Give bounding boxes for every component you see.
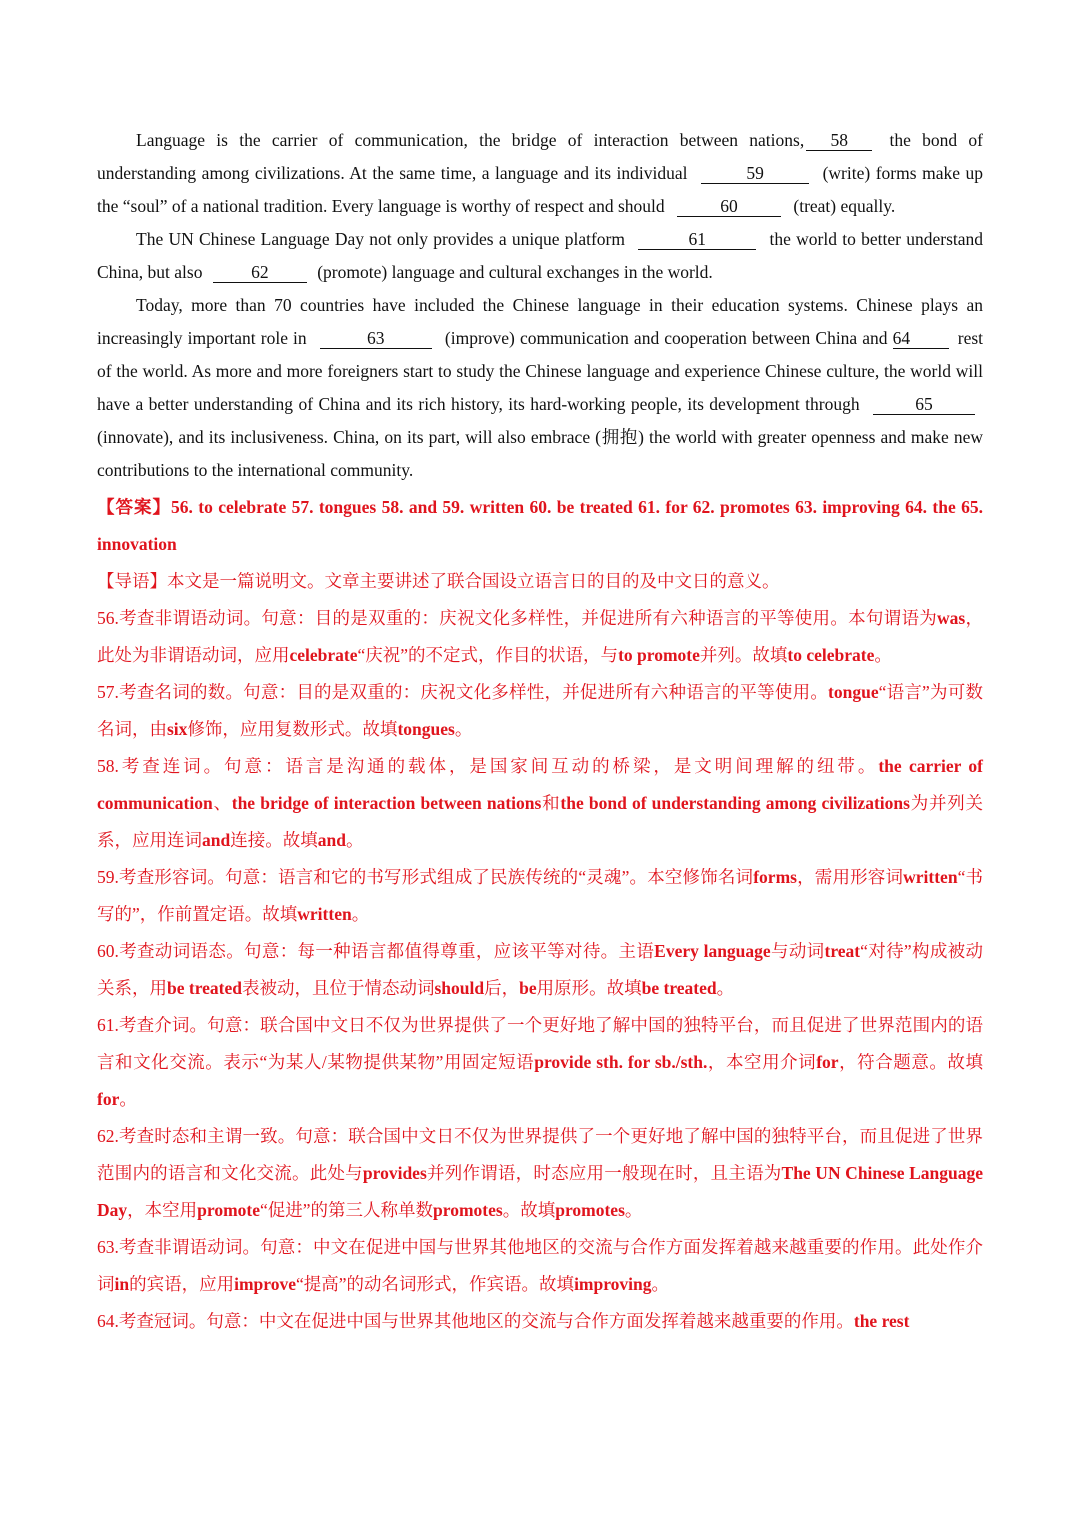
- explanation-63: 63.考查非谓语动词。句意：中文在促进中国与世界其他地区的交流与合作方面发挥着越来越重要的作用。此处作介词in的宾语，应用improve“提高”的动名词形式，作宾语。故填improving。: [97, 1237, 983, 1294]
- text: (innovate), and its inclusiveness. China, on its part, will also embrace (拥抱) the world with greater openness and make new contributions to the international community.: [97, 427, 983, 480]
- text: Today, more than 70 countries have included the Chinese language in their education systems. Chinese plays an increasingly important role in: [97, 295, 983, 348]
- explanation-60: 60.考查动词语态。句意：每一种语言都值得尊重，应该平等对待。主语Every language与动词treat“对待”构成被动关系，用be treated表被动，且位于情态动词should后，be用原形。故填be treated。: [97, 941, 983, 998]
- passage-paragraph-1: [97, 124, 983, 223]
- blank-60: 60: [677, 196, 781, 217]
- answer-key: 【答案】56. to celebrate 57. tongues 58. and 59. written 60. be treated 61. for 62. promotes 63. improving 64. the 65. innovation: [97, 497, 983, 554]
- blank-64: 64: [893, 328, 949, 349]
- explanation-59: 59.考查形容词。句意：语言和它的书写形式组成了民族传统的“灵魂”。本空修饰名词forms，需用形容词written“书写的”，作前置定语。故填written。: [97, 867, 983, 924]
- explanation-61: 61.考查介词。句意：联合国中文日不仅为世界提供了一个更好地了解中国的独特平台，而且促进了世界范围内的语言和文化交流。表示“为某人/某物提供某物”用固定短语provide sth. for sb./sth.，本空用介词for，符合题意。故填for。: [97, 1015, 983, 1109]
- text: The UN Chinese Language Day not only provides a unique platform: [136, 229, 625, 249]
- blank-62: 62: [213, 262, 307, 283]
- text: (write) forms make up the “soul” of a national tradition. Every language is worthy of respect and should: [97, 163, 984, 216]
- explanation-56: 56.考查非谓语动词。句意：目的是双重的：庆祝文化多样性，并促进所有六种语言的平等使用。本句谓语为was，此处为非谓语动词，应用celebrate“庆祝”的不定式，作目的状语，与to promote并列。故填to celebrate。: [97, 608, 983, 665]
- text: the bond of understanding among civilizations. At the same time, a language and its individual: [97, 130, 983, 183]
- text: rest of the world. As more and more foreigners start to study the Chinese language and experience Chinese culture, the world will have a better understanding of China and its rich history, its hard-working people, its development through: [97, 328, 984, 414]
- text: (promote) language and cultural exchanges in the world.: [317, 262, 713, 282]
- text: the world to better understand China, but also: [97, 229, 984, 282]
- blank-59: 59: [701, 163, 809, 184]
- blank-63: 63: [320, 328, 432, 349]
- guide-text: 【导语】本文是一篇说明文。文章主要讲述了联合国设立语言日的目的及中文日的意义。: [97, 571, 780, 591]
- blank-61: 61: [638, 229, 756, 250]
- passage-paragraph-3: [97, 289, 983, 487]
- text: (treat) equally.: [793, 196, 896, 216]
- blank-58: 58: [806, 130, 872, 151]
- text: Language is the carrier of communication, the bridge of interaction between nations,: [136, 130, 805, 150]
- document-page: [97, 124, 983, 1340]
- explanation-58: 58.考查连词。句意：语言是沟通的载体，是国家间互动的桥梁，是文明间理解的纽带。the carrier of communication、the bridge of interaction between nations和the bond of understanding among civilizations为并列关系，应用连词and连接。故填and。: [97, 756, 984, 850]
- explanation-62: 62.考查时态和主谓一致。句意：联合国中文日不仅为世界提供了一个更好地了解中国的独特平台，而且促进了世界范围内的语言和文化交流。此处与provides并列作谓语，时态应用一般现在时，且主语为The UN Chinese Language Day，本空用promote“促进”的第三人称单数promotes。故填promotes。: [97, 1126, 984, 1220]
- explanation-64: 64.考查冠词。句意：中文在促进中国与世界其他地区的交流与合作方面发挥着越来越重要的作用。the rest: [97, 1311, 910, 1331]
- text: (improve) communication and cooperation between China and: [444, 328, 888, 348]
- blank-65: 65: [873, 394, 975, 415]
- explanation-57: 57.考查名词的数。句意：目的是双重的：庆祝文化多样性，并促进所有六种语言的平等使用。tongue“语言”为可数名词，由six修饰，应用复数形式。故填tongues。: [97, 682, 983, 739]
- passage-paragraph-2: [97, 223, 983, 289]
